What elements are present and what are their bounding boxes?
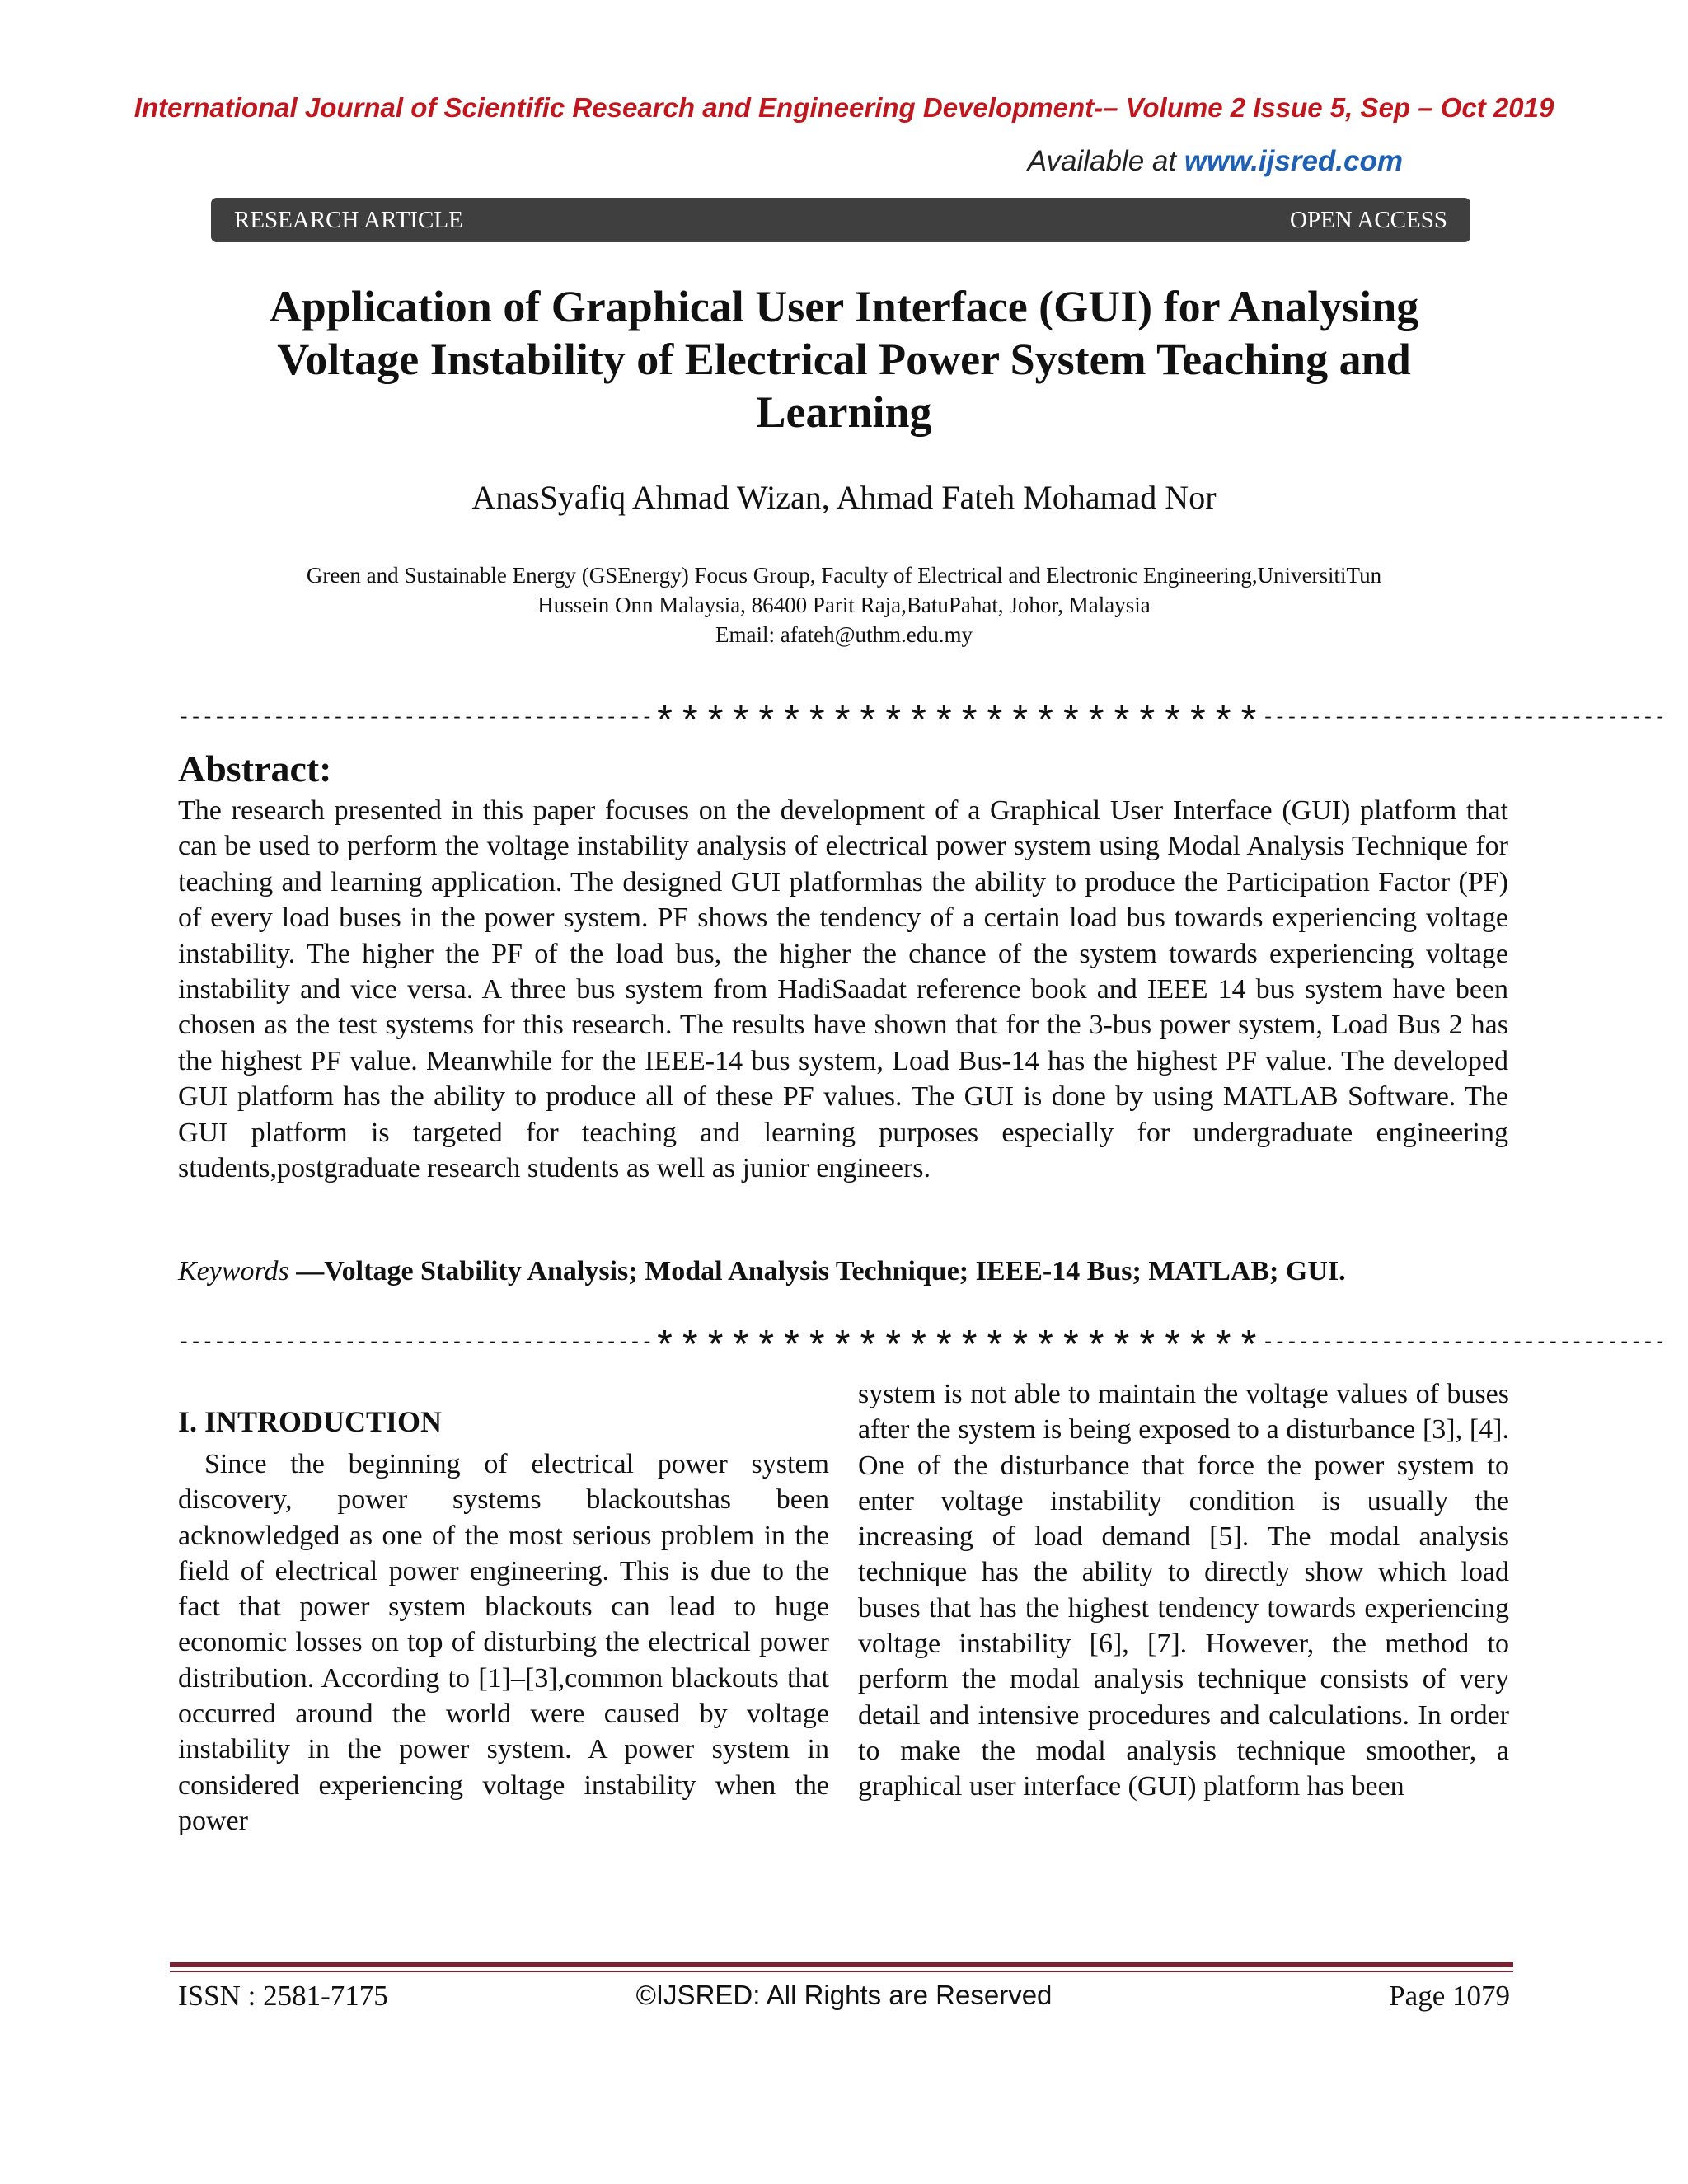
introduction-heading: I. INTRODUCTION	[178, 1405, 443, 1438]
abstract-body: The research presented in this paper focuses on the development of a Graphical User Interface (GUI) platform that can be used to perform the voltage instability analysis of electrical power system using Modal Analysis Technique for teaching and learning application. The designed GUI platformhas the ability to produce the Participation Factor (PF) of every load buses in the power system. PF shows the tendency of a certain load bus towards experiencing voltage instability. The higher the PF of the load bus, the higher the chance of the system towards experiencing voltage instability and vice versa. A three bus system from HadiSaadat reference book and IEEE 14 bus system have been chosen as the test systems for this research. The results have shown that for the 3-bus power system, Load Bus 2 has the highest PF value. Meanwhile for the IEEE-14 bus system, Load Bus-14 has the highest PF value. The developed GUI platform has the ability to produce all of these PF values. The GUI is done by using MATLAB Software. The GUI platform is targeted for teaching and learning purposes especially for undergraduate engineering students,postgraduate research students as well as junior engineers.	[178, 795, 1508, 1184]
separator-bottom	[178, 1327, 1667, 1371]
keywords-label: Keywords	[178, 1256, 289, 1286]
intro-left-column: Since the beginning of electrical power system discovery, power systems blackoutshas been acknowledged as one of the most serious problem in the field of electrical power engineering. This is due to the fact that power system blackouts can lead to huge economic losses on top of disturbing the electrical power distribution. According to [1]–[3],common blackouts that occurred around the world were caused by voltage instability in the power system. A power system in considered experiencing voltage instability when the power	[178, 1449, 829, 1836]
paper-title	[190, 280, 1498, 438]
intro-right-column: system is not able to maintain the voltage values of buses after the system is being exposed to a disturbance [3], [4]. One of the disturbance that force the power system to enter voltage instability condition is usually the increasing of load demand [5]. The modal analysis technique has the ability to directly show which load buses that has the highest tendency towards experiencing voltage instability [6], [7]. However, the method to perform the modal analysis technique consists of very detail and intensive procedures and calculations. In order to make the modal analysis technique smoother, a graphical user interface (GUI) platform has been	[858, 1379, 1509, 1802]
author-list: AnasSyafiq Ahmad Wizan, Ahmad Fateh Mohamad Nor	[471, 479, 1217, 516]
affiliation-line: Hussein Onn Malaysia, 86400 Parit Raja,BatuPahat, Johor, Malaysia	[537, 593, 1151, 617]
title-line: Learning	[756, 387, 932, 437]
availability-line	[1028, 145, 1403, 178]
email-line: Email: afateh@uthm.edu.my	[715, 622, 973, 647]
separator-dashes-right: ----------------------------------	[1262, 1332, 1667, 1354]
separator-dashes-left: ----------------------------------------	[178, 707, 654, 729]
affiliation-block	[190, 560, 1498, 649]
separator-dashes-right: ----------------------------------	[1262, 707, 1667, 729]
copyright-label: ©IJSRED: All Rights are Reserved	[635, 1980, 1053, 2010]
keywords-line	[178, 1256, 1508, 1287]
open-access-label: OPEN ACCESS	[1290, 206, 1447, 233]
separator-dashes-left: ----------------------------------------	[178, 1332, 654, 1354]
research-article-label: RESEARCH ARTICLE	[234, 206, 463, 233]
abstract-heading: Abstract:	[178, 748, 332, 790]
title-line: Application of Graphical User Interface (GUI) for Analysing	[269, 282, 1419, 331]
separator-stars: ************************	[653, 1327, 1263, 1371]
page-number: Page 1079	[1389, 1980, 1510, 2012]
separator-stars: ************************	[653, 702, 1263, 747]
affiliation-line: Green and Sustainable Energy (GSEnergy) Focus Group, Faculty of Electrical and Electronic Engineering,UniversitiTun	[306, 563, 1382, 588]
issn-label: ISSN : 2581-7175	[178, 1980, 388, 2012]
footer-rule-thin	[170, 1971, 1513, 1972]
title-line: Voltage Instability of Electrical Power System Teaching and	[277, 335, 1411, 384]
journal-url-link[interactable]: www.ijsred.com	[1184, 145, 1403, 177]
available-label: Available at	[1027, 145, 1177, 177]
footer-rule-thick	[170, 1962, 1513, 1967]
journal-header: International Journal of Scientific Research and Engineering Development-– Volume 2 Issue 5, Sep – Oct 2019	[134, 92, 1554, 123]
separator-top	[178, 702, 1667, 747]
keywords-value: —Voltage Stability Analysis; Modal Analysis Technique; IEEE-14 Bus; MATLAB; GUI.	[288, 1256, 1346, 1286]
article-type-banner	[211, 198, 1470, 242]
